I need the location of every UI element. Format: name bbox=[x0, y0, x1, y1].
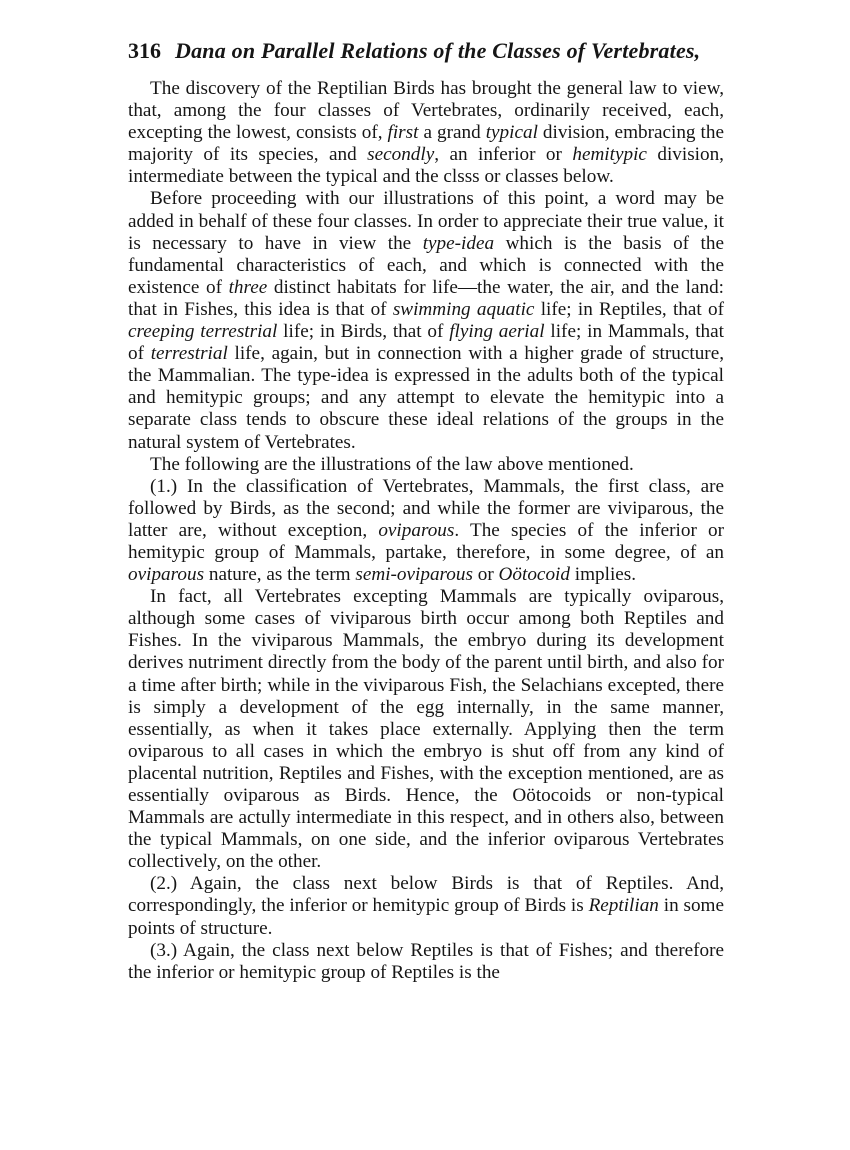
text-run: . The species of the inferior or hemitypic group of Mammals, partake, therefore, in some degree, of an bbox=[128, 519, 724, 563]
running-header bbox=[128, 38, 724, 72]
italic-run: Reptilian bbox=[588, 895, 659, 917]
italic-run: type-idea bbox=[422, 232, 495, 254]
text-run: implies. bbox=[569, 564, 637, 586]
text-run: a grand bbox=[418, 122, 486, 144]
paragraph-discovery bbox=[128, 78, 724, 188]
document-page bbox=[128, 38, 724, 984]
italic-run: creeping terrestrial bbox=[128, 321, 278, 343]
paragraph-point-2 bbox=[128, 873, 724, 939]
text-run: (3.) Again, the class next below Reptiles is that of Fishes; and therefore the inferior or hemitypic group of Reptiles is the bbox=[128, 939, 724, 983]
text-run: life; in Birds, that of bbox=[277, 321, 450, 343]
italic-run: swimming aquatic bbox=[392, 298, 535, 320]
text-run: The discovery of the Reptilian Birds has brought the general law to view, that, among the four classes of Vertebrates, ordinarily received, each, excepting the lowest, consists of, bbox=[128, 78, 724, 144]
body-text bbox=[128, 78, 724, 984]
italic-run: oviparous bbox=[128, 564, 205, 586]
text-run: distinct habitats for life—the water, the air, and the land: that in Fishes, this idea is that of bbox=[128, 276, 724, 320]
text-run: life; in Reptiles, that of bbox=[534, 298, 724, 320]
paragraph-following bbox=[128, 454, 724, 476]
paragraph-type-idea bbox=[128, 188, 724, 453]
italic-run: secondly bbox=[367, 144, 435, 166]
text-run: which is the basis of the fundamental characteristics of each, and which is connected with the existence of bbox=[128, 232, 725, 298]
text-run: in some points of structure. bbox=[128, 895, 724, 939]
italic-run: oviparous bbox=[378, 519, 455, 541]
italic-run: first bbox=[387, 122, 419, 144]
text-run: , an inferior or bbox=[434, 144, 573, 166]
italic-run: three bbox=[228, 276, 268, 298]
paragraph-in-fact bbox=[128, 586, 724, 873]
italic-run: typical bbox=[485, 122, 538, 144]
text-run: life, again, but in connection with a higher grade of structure, the Mammalian. The type-idea is expressed in the adults both of the typical and hemitypic groups; and any attempt to elevate the hemitypic into a separate class tends to obscure these ideal relations of the groups in the natural system of Vertebrates. bbox=[128, 343, 725, 453]
page-number: 316 bbox=[128, 38, 161, 63]
text-run: Before proceeding with our illustrations of this point, a word may be added in behalf of these four classes. In order to appreciate their true value, it is necessary to have in view the bbox=[128, 188, 724, 254]
text-run: division, embracing the majority of its species, and bbox=[128, 122, 724, 166]
text-run: nature, as the term bbox=[204, 564, 356, 586]
text-run: In fact, all Vertebrates excepting Mammals are typically oviparous, although some cases of viviparous birth occur among both Reptiles and Fishes. In the viviparous Mammals, the embryo during its development derives nutriment directly from the body of the parent until birth, and also for a time after birth; while in the viviparous Fish, the Selachians excepted, there is simply a development of the egg internally, in the same manner, essentially, as when it takes place externally. Applying then the term oviparous to all cases in which the embryo is shut off from any kind of placental nutrition, Reptiles and Fishes, with the exception mentioned, are as essentially oviparous as Birds. Hence, the Oötocoids or non-typical Mammals are actully intermediate in this respect, and in others also, between the typical Mammals, on one side, and the inferior oviparous Vertebrates collectively, on the other. bbox=[128, 586, 724, 873]
text-run: (2.) Again, the class next below Birds is that of Reptiles. And, correspondingly, the inferior or hemitypic group of Birds is bbox=[128, 873, 724, 917]
running-title: Dana on Parallel Relations of the Classes of Vertebrates, bbox=[175, 38, 701, 63]
text-run: or bbox=[472, 564, 499, 586]
text-run: division, intermediate between the typical and the clsss or classes below. bbox=[128, 144, 724, 188]
text-run: life; in Mammals, that of bbox=[128, 321, 724, 365]
italic-run: semi-oviparous bbox=[355, 564, 473, 586]
text-run: (1.) In the classification of Vertebrates, Mammals, the first class, are followed by Birds, as the second; and while the former are viviparous, the latter are, without exception, bbox=[128, 475, 724, 541]
italic-run: terrestrial bbox=[150, 343, 228, 365]
italic-run: hemitypic bbox=[572, 144, 647, 166]
text-run: The following are the illustrations of the law above mentioned. bbox=[150, 453, 634, 475]
italic-run: flying aerial bbox=[449, 321, 545, 343]
paragraph-point-1 bbox=[128, 476, 724, 586]
paragraph-point-3 bbox=[128, 940, 724, 984]
italic-run: Oötocoid bbox=[498, 564, 570, 586]
